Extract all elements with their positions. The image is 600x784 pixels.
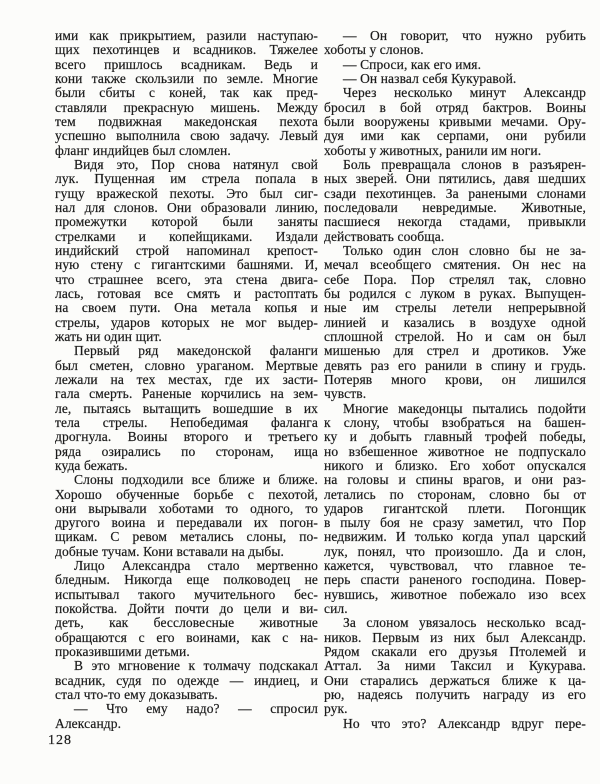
paragraph [324, 58, 586, 72]
paragraph [55, 659, 318, 702]
page-number: 128 [48, 733, 72, 748]
text-line: фланг индийцев был сломлен. [55, 143, 231, 158]
paragraph [324, 158, 586, 244]
paragraph [324, 86, 586, 158]
text-line: ими как прикрытием, разили наступаю- [55, 29, 318, 43]
text-line: Видя это, Пор снова натянул свой [74, 157, 318, 172]
text-line: Потеряв много крови, он лишился [324, 372, 586, 387]
paragraph [55, 29, 318, 158]
text-line: был сметен, словно ураганом. Мертвые [55, 358, 318, 373]
text-line: Лицо Александра стало мертвенно [74, 559, 318, 574]
text-line: лук. Пущенная им стрела попала в [55, 172, 318, 187]
paragraph [55, 559, 318, 659]
text-line: бросил в бой отряд бактров. Воины [324, 100, 586, 115]
left-column [55, 29, 318, 731]
text-line: — Он говорит, что нужно рубить [343, 29, 586, 43]
text-line: рю, надеясь получить награду из его [324, 688, 586, 703]
text-line: девять раз его ранили в спину и грудь. [324, 358, 586, 373]
text-line: другого воина и передавали их погон- [55, 516, 318, 531]
text-line: никого и близко. Его хобот опускался [324, 458, 586, 473]
text-line: дуя ими как серпами, они рубили [324, 129, 586, 144]
text-line: мечал всеобщего смятения. Он нес на [324, 258, 586, 273]
text-line: проказившими детьми. [55, 645, 190, 660]
text-line: ные им стрелы летели непрерывной [324, 301, 586, 316]
text-line: хоботы у животных, ранили им ноги. [324, 143, 542, 158]
text-line: себе Пора. Пор стрелял так, словно [324, 272, 586, 287]
text-line: — Спроси, как его имя. [343, 57, 482, 72]
text-line: куда бежать. [55, 458, 128, 473]
text-line: в пылу боя не сразу заметил, что Пор [324, 516, 586, 531]
text-line: стал что-то ему доказывать. [55, 688, 218, 703]
text-line: что страшнее всего, эта стена двига- [55, 272, 318, 287]
text-line: индийский строй напоминал крепост- [55, 243, 318, 258]
text-line: испытывал такого мучительного бес- [55, 587, 318, 602]
text-line: ников. Первым из них был Александр. [324, 630, 586, 645]
text-line: ле, пытаясь вытащить вошедшие в их [55, 401, 318, 416]
text-line: добные тучам. Кони вставали на дыбы. [55, 544, 285, 559]
text-line: щикам. С ревом метались слоны, по- [55, 530, 318, 545]
paragraph [55, 158, 318, 344]
text-line: бледным. Никогда еще полководец не [55, 573, 318, 588]
text-line: нал для слонов. Они образовали линию, [55, 200, 318, 215]
text-line: Через несколько минут Александр [343, 86, 586, 101]
text-line: покойства. Дойти почти до цели и ви- [55, 602, 318, 617]
text-line: ряда озирались по сторонам, ища [55, 444, 318, 459]
text-line: на головы и спины врагов, и они раз- [324, 473, 586, 488]
text-line: гала смерть. Раненые корчились на зем- [55, 387, 318, 402]
text-line: пасшиеся некогда стадами, привыкли [324, 215, 586, 230]
text-line: — Что ему надо? — спросил [74, 702, 318, 717]
text-line: рук. [324, 702, 348, 717]
paragraph [55, 702, 318, 731]
text-line: ную стену с гигантскими башнями. И, [55, 258, 318, 273]
text-line: лась, готовая все смять и растоптать [55, 286, 318, 301]
paragraph [55, 473, 318, 559]
text-line: нувшись, животное побежало изо всех [324, 587, 586, 602]
text-line: Только один слон словно бы не за- [343, 243, 586, 258]
text-line: В это мгновение к толмачу подскакал [74, 659, 318, 674]
text-line: действовать сообща. [324, 229, 445, 244]
text-line: кони также скользили по земле. Многие [55, 71, 318, 86]
text-line: Они старались держаться ближе к ца- [324, 673, 586, 688]
paragraph [324, 29, 586, 58]
text-line: Многие македонцы пытались подойти [343, 401, 586, 416]
text-line: но взбешенное животное не подпускало [324, 444, 586, 459]
text-line: промежутки которой были заняты [55, 215, 318, 230]
text-line: стрелы, ударов которых не мог выдер- [55, 315, 318, 330]
text-line: мишенью для стрел и дротиков. Уже [324, 344, 586, 359]
text-line: ставляли прекрасную мишень. Между [55, 100, 318, 115]
text-line: последовали невредимые. Животные, [324, 200, 586, 215]
text-line: Боль превращала слонов в разъярен- [343, 157, 586, 172]
text-line: ных зверей. Они пятились, давя шедших [324, 172, 586, 187]
text-line: сплошной стрелой. Но и сам он был [324, 329, 586, 344]
text-line: ку и добыть главный трофей победы, [324, 430, 586, 445]
text-line: тем подвижная македонская пехота [55, 114, 318, 129]
text-line: сил. [324, 602, 348, 617]
text-line: За слоном увязалось несколько всад- [343, 616, 586, 631]
text-line: Слоны подходили все ближе и ближе. [74, 473, 318, 488]
text-line: линией и казались в воздухе одной [324, 315, 586, 330]
paragraph [324, 402, 586, 617]
text-line: щих пехотинцев и всадников. Тяжелее [55, 43, 318, 58]
text-line: успешно выполнила свою задачу. Левый [55, 129, 318, 144]
paragraph [324, 244, 586, 402]
text-line: Но что это? Александр вдруг пере- [343, 716, 586, 731]
text-line: стрелками и копейщиками. Издали [55, 229, 318, 244]
paragraph [324, 616, 586, 716]
right-column [324, 29, 586, 731]
text-line: деть, как бессловесные животные [55, 616, 318, 631]
paragraph [324, 72, 586, 86]
text-line: всадник, судя по одежде — индиец, и [55, 673, 318, 688]
text-line: Александр. [55, 716, 122, 731]
text-line: лежали на тех местах, где их засти- [55, 372, 318, 387]
text-line: Первый ряд македонской фаланги [74, 344, 318, 359]
text-line: кажется, чувствовал, что главное те- [324, 559, 586, 574]
text-line: ударов гигантской плети. Погонщик [324, 501, 586, 516]
text-line: Рядом скакали его друзья Птолемей и [324, 645, 586, 660]
text-line: дрогнула. Воины второго и третьего [55, 430, 318, 445]
paragraph [324, 717, 586, 731]
text-line: хоботы у слонов. [324, 43, 424, 58]
text-line: сзади пехотинцев. За ранеными слонами [324, 186, 586, 201]
text-line: Аттал. За ними Таксил и Кукурава. [324, 659, 586, 674]
text-line: чувств. [324, 387, 367, 402]
text-line: недвижим. И только когда упал царский [324, 530, 586, 545]
text-line: всего пришлось всадникам. Ведь и [55, 57, 318, 72]
text-line: Хорошо обученные борьбе с пехотой, [55, 487, 318, 502]
text-line: обращаются с его воинами, как с на- [55, 630, 318, 645]
text-line: летались по сторонам, словно бы от [324, 487, 586, 502]
paragraph [55, 344, 318, 473]
text-line: они вырывали хоботами то одного, то [55, 501, 318, 516]
text-line: были сбиты с коней, так как пред- [55, 86, 318, 101]
text-line: перь спасти раненого господина. Повер- [324, 573, 586, 588]
text-line: — Он назвал себя Кукуравой. [343, 71, 517, 86]
text-line: на своем пути. Она метала копья и [55, 301, 318, 316]
text-line: бы родился с луком в руках. Выпущен- [324, 286, 586, 301]
text-line: лук, понял, что произошло. Да и слон, [324, 544, 586, 559]
text-line: были вооружены кривыми мечами. Ору- [324, 114, 586, 129]
text-line: к слону, чтобы взобраться на башен- [324, 415, 586, 430]
text-line: тела стрелы. Непобедимая фаланга [55, 415, 318, 430]
text-line: гущу вражеской пехоты. Это был сиг- [55, 186, 318, 201]
text-line: жать ни один щит. [55, 329, 162, 344]
